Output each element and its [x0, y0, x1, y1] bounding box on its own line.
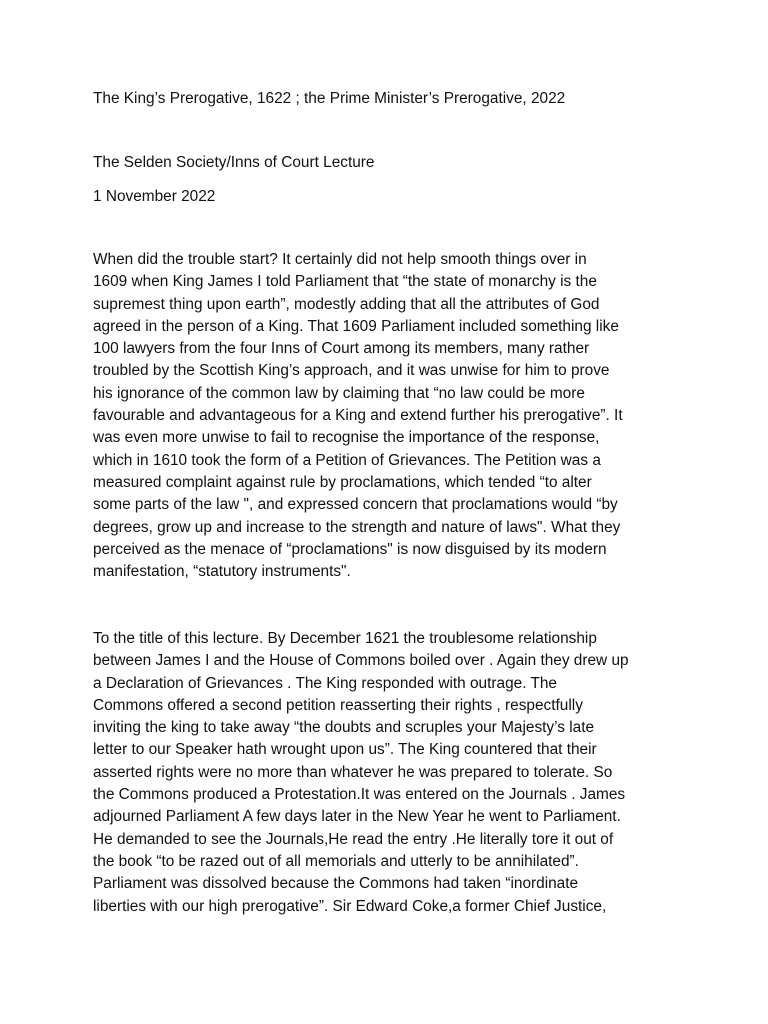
paragraph-line: 1609 when King James I told Parliament that “the state of monarchy is the: [93, 273, 597, 291]
paragraph-2: [93, 628, 629, 918]
paragraph-line: supremest thing upon earth”, modestly adding that all the attributes of God: [93, 295, 600, 313]
paragraph-line: adjourned Parliament A few days later in the New Year he went to Parliament.: [93, 808, 621, 826]
paragraph-line: favourable and advantageous for a King and extend further his prerogative”. It: [93, 407, 623, 425]
paragraph-line: agreed in the person of a King. That 1609 Parliament included something like: [93, 317, 619, 335]
paragraph-line: When did the trouble start? It certainly did not help smooth things over in: [93, 251, 587, 268]
paragraph-line: degrees, grow up and increase to the strength and nature of laws". What they: [93, 518, 621, 536]
paragraph-line: his ignorance of the common law by claiming that “no law could be more: [93, 384, 585, 402]
paragraph-line: Commons offered a second petition reasserting their rights , respectfully: [93, 696, 583, 714]
paragraph-line: 100 lawyers from the four Inns of Court among its members, many rather: [93, 340, 590, 358]
paragraph-line: liberties with our high prerogative”. Sir Edward Coke,a former Chief Justice,: [93, 897, 607, 915]
paragraph-line: To the title of this lecture. By December 1621 the troublesome relationship: [93, 630, 597, 647]
paragraph-line: which in 1610 took the form of a Petition of Grievances. The Petition was a: [93, 451, 601, 469]
paragraph-line: was even more unwise to fail to recognise the importance of the response,: [93, 429, 600, 447]
paragraph-1: [93, 249, 623, 583]
paragraph-line: letter to our Speaker hath wrought upon us”. The King countered that their: [93, 741, 597, 759]
lecture-subtitle: The Selden Society/Inns of Court Lecture: [93, 154, 375, 171]
paragraph-line: between James I and the House of Commons boiled over . Again they drew up: [93, 652, 629, 670]
paragraph-line: asserted rights were no more than whatever he was prepared to tolerate. So: [93, 763, 613, 781]
paragraph-line: some parts of the law ", and expressed concern that proclamations would “by: [93, 496, 618, 514]
paragraph-line: a Declaration of Grievances . The King responded with outrage. The: [93, 674, 557, 692]
paragraph-line: measured complaint against rule by proclamations, which tended “to alter: [93, 473, 592, 491]
paragraph-line: inviting the king to take away “the doubts and scruples your Majesty’s late: [93, 719, 595, 737]
paragraph-line: the book “to be razed out of all memorials and utterly to be annihilated”.: [93, 852, 579, 870]
paragraph-line: troubled by the Scottish King’s approach, and it was unwise for him to prove: [93, 362, 610, 380]
paragraph-line: the Commons produced a Protestation.It was entered on the Journals . James: [93, 786, 626, 804]
paragraph-line: perceived as the menace of “proclamations" is now disguised by its modern: [93, 540, 607, 558]
lecture-date: 1 November 2022: [93, 188, 216, 205]
document-title: The King’s Prerogative, 1622 ; the Prime Minister’s Prerogative, 2022: [93, 90, 566, 107]
paragraph-line: Parliament was dissolved because the Commons had taken “inordinate: [93, 875, 579, 893]
paragraph-line: He demanded to see the Journals,He read the entry .He literally tore it out of: [93, 830, 614, 848]
paragraph-line: manifestation, “statutory instruments".: [93, 563, 351, 581]
